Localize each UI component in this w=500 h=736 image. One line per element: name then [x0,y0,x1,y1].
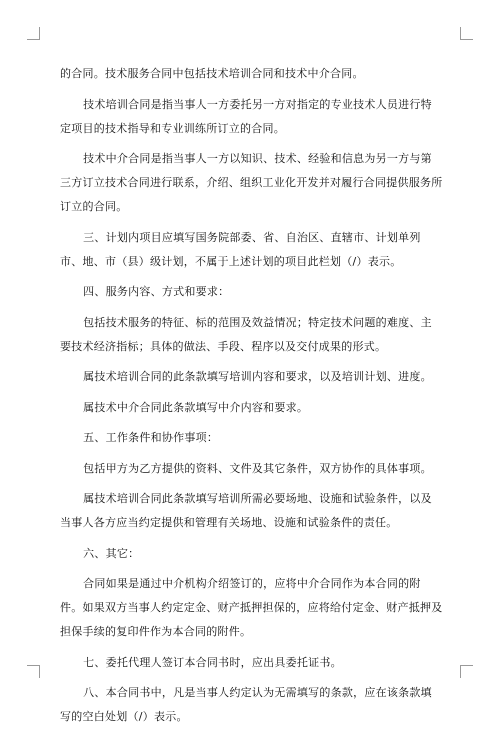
paragraph-intermediary-contract-definition: 技术中介合同是指当事人一方以知识、技术、经验和信息为另一方与第三方订立技术合同进行联系，介绍、组织工业化开发并对履行合同提供服务所订立的合同。 [60,152,443,213]
paragraph-section-7: 七、委托代理人签订本合同书时，应出具委托证书。 [83,655,342,669]
paragraph-continuation: 的合同。技术服务合同中包括技术培训合同和技术中介合同。 [60,67,364,80]
heading-section-4: 四、服务内容、方式和要求： [83,285,230,298]
heading-section-6: 六、其它： [83,546,140,560]
paragraph-section-8: 八、本合同书中，凡是当事人约定认为无需填写的条款，应在该条款填写的空白处划（/）表示。 [60,686,432,723]
paragraph-section-5-training: 属技术培训合同此条款填写培训所需必要场地、设施和试验条件，以及当事人各方应当约定提供和管理有关场地、设施和试验条件的责任。 [60,492,432,529]
crop-mark-bottom-right [460,665,473,678]
paragraph-section-4-training: 属技术培训合同的此条款填写培训内容和要求，以及培训计划、进度。 [83,370,432,383]
paragraph-training-contract-definition: 技术培训合同是指当事人一方委托另一方对指定的专业技术人员进行特定项目的技术指导和专业训练所订立的合同。 [60,97,432,135]
document-body [60,62,443,736]
paragraph-section-4-intermediary: 属技术中介合同此条款填写中介内容和要求。 [83,400,309,414]
paragraph-section-6-content: 合同如果是通过中介机构介绍签订的，应将中介合同作为本合同的附件。如果双方当事人约定定金、财产抵押担保的，应将给付定金、财产抵押及担保手续的复印件作为本合同的附件。 [60,577,443,638]
paragraph-section-3-plan-items: 三、计划内项目应填写国务院部委、省、自治区、直辖市、计划单列市、地、市（县）级计划，不属于上述计划的项目此栏划（/）表示。 [60,230,421,268]
paragraph-section-5-content: 包括甲方为乙方提供的资料、文件及其它条件，双方协作的具体事项。 [83,461,432,475]
paragraph-section-4-content: 包括技术服务的特征、标的范围及效益情况；特定技术问题的难度、主要技术经济指标；具体的做法、手段、程序以及交付成果的形式。 [60,315,432,353]
crop-mark-top-right [460,27,473,40]
heading-section-5: 五、工作条件和协作事项： [83,431,219,444]
crop-mark-bottom-left [27,665,40,678]
crop-mark-top-left [27,27,40,40]
